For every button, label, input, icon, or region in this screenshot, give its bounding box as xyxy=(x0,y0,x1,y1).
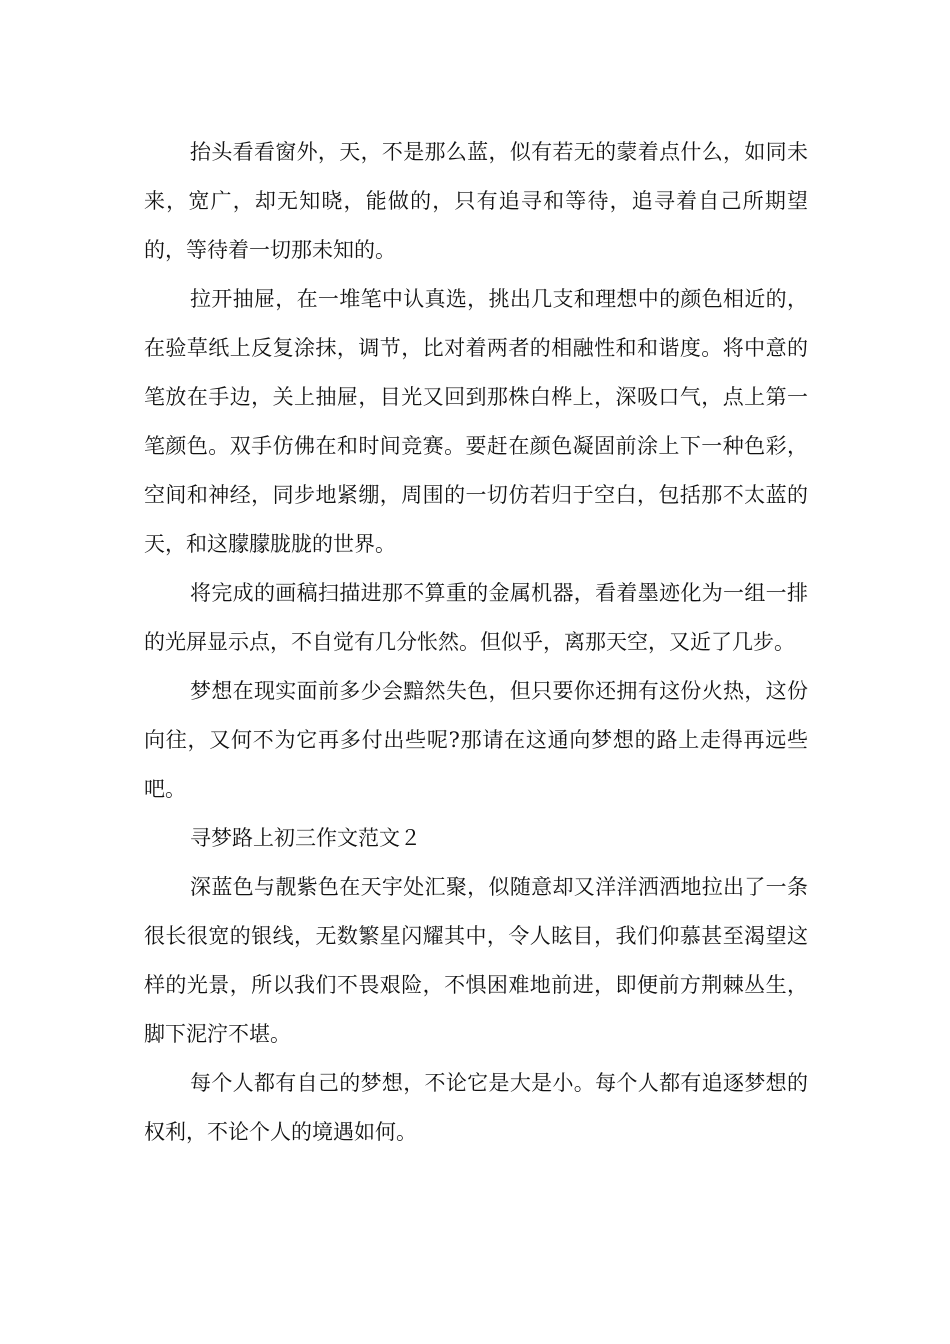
paragraph-2: 拉开抽屉，在一堆笔中认真选，挑出几支和理想中的颜色相近的，在验草纸上反复涂抹，调节，比对着两者的相融性和和谐度。将中意的笔放在手边，关上抽屉，目光又回到那株白桦上，深吸口气，点上第一笔颜色。双手仿佛在和时间竞赛。要赶在颜色凝固前涂上下一种色彩，空间和神经，同步地紧绷，周围的一切仿若归于空白，包括那不太蓝的天，和这朦朦胧胧的世界。 xyxy=(144,287,808,556)
section-heading: 寻梦路上初三作文范文２ xyxy=(190,826,421,850)
paragraph-1: 抬头看看窗外，天，不是那么蓝，似有若无的蒙着点什么，如同未来，宽广，却无知晓，能做的，只有追寻和等待，追寻着自己所期望的，等待着一切那未知的。 xyxy=(144,140,808,262)
paragraph-3: 将完成的画稿扫描进那不算重的金属机器，看着墨迹化为一组一排的光屏显示点，不自觉有几分怅然。但似乎，离那天空，又近了几步。 xyxy=(144,581,808,654)
document-body xyxy=(144,128,808,1157)
paragraph-5: 深蓝色与靓紫色在天宇处汇聚，似随意却又洋洋洒洒地拉出了一条很长很宽的银线，无数繁星闪耀其中，令人眩目，我们仰慕甚至渴望这样的光景，所以我们不畏艰险，不惧困难地前进，即便前方荆棘丛生，脚下泥泞不堪。 xyxy=(144,875,808,1046)
paragraph-4: 梦想在现实面前多少会黯然失色，但只要你还拥有这份火热，这份向往，又何不为它再多付出些呢?那请在这通向梦想的路上走得再远些吧。 xyxy=(144,679,808,801)
paragraph-6: 每个人都有自己的梦想，不论它是大是小。每个人都有追逐梦想的权利，不论个人的境遇如何。 xyxy=(144,1071,808,1144)
